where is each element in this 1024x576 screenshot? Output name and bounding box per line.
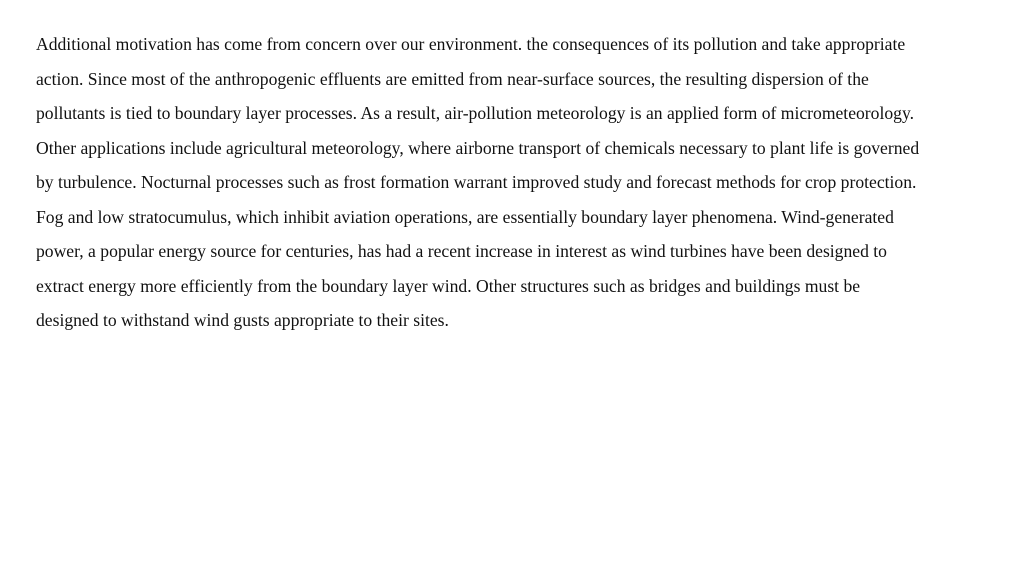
paragraph-line-3: pollutants is tied to boundary layer processes. As a result, air-pollution meteorology is an applied form of micrometeorology.	[36, 103, 914, 123]
paragraph-line-5: by turbulence. Nocturnal processes such as frost formation warrant improved study and forecast methods for crop protection.	[36, 172, 917, 192]
paragraph-line-7: power, a popular energy source for centuries, has had a recent increase in interest as wind turbines have been designed to	[36, 241, 887, 261]
body-paragraph	[36, 27, 1011, 338]
paragraph-line-4: Other applications include agricultural meteorology, where airborne transport of chemicals necessary to plant life is governed	[36, 137, 920, 158]
paragraph-line-9: designed to withstand wind gusts appropriate to their sites.	[36, 310, 449, 330]
paragraph-line-2: action. Since most of the anthropogenic effluents are emitted from near-surface sources, the resulting dispersion of the	[36, 68, 869, 89]
paragraph-line-8: extract energy more efficiently from the boundary layer wind. Other structures such as bridges and buildings must be	[36, 275, 861, 296]
paragraph-line-1: Additional motivation has come from concern over our environment. the consequences of its pollution and take appropriate	[36, 34, 906, 54]
paragraph-line-6: Fog and low stratocumulus, which inhibit aviation operations, are essentially boundary layer phenomena. Wind-generated	[36, 206, 894, 227]
